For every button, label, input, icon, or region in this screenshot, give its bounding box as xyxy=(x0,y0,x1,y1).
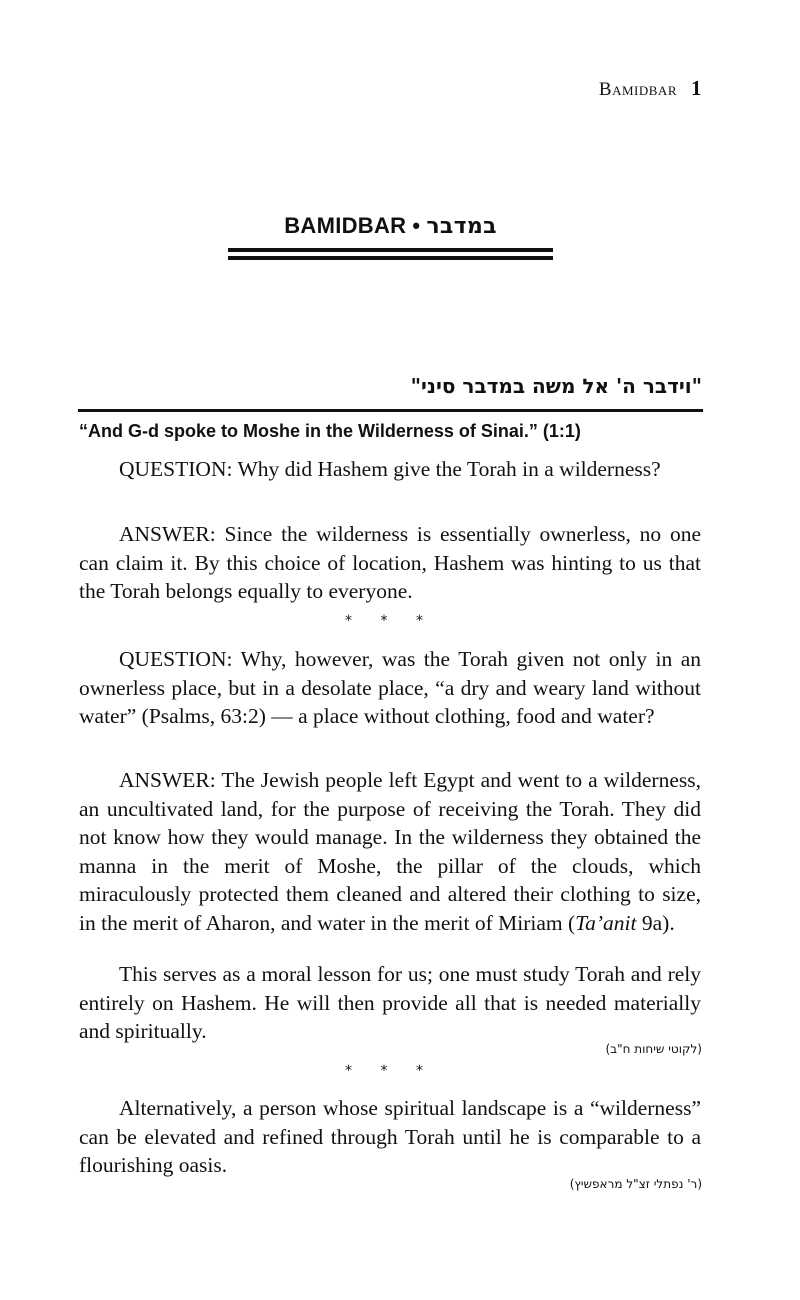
page-number: 1 xyxy=(691,76,702,100)
answer-2-reference-end: 9a). xyxy=(636,910,675,935)
separator-2: * * * xyxy=(345,1063,435,1079)
answer-1-text: ANSWER: Since the wilderness is essentially ownerless, no one can claim it. By this choice of location, Hashem was hinting to us that the Torah belongs equally to everyone. xyxy=(79,522,701,603)
question-2 xyxy=(79,645,701,731)
lesson-text: This serves as a moral lesson for us; one must study Torah and rely entirely on Hashem. He will then provide all that is needed materially and spiritually. xyxy=(79,962,701,1043)
chapter-title-bullet: • xyxy=(412,213,421,238)
separator-1: * * * xyxy=(345,613,435,629)
answer-1 xyxy=(79,520,701,606)
alternative xyxy=(79,1094,701,1180)
answer-2-reference: Ta’anit xyxy=(575,910,637,935)
running-head-title: Bamidbar xyxy=(598,79,677,100)
chapter-title-hebrew: במדבר xyxy=(426,214,497,239)
chapter-rule-bottom xyxy=(228,256,553,260)
question-1-text: QUESTION: Why did Hashem give the Torah in a wilderness? xyxy=(119,457,661,481)
source-note-1: (לקוטי שיחות ח"ב) xyxy=(605,1042,702,1056)
answer-2-paragraph xyxy=(79,766,701,937)
answer-2 xyxy=(79,766,701,937)
source-note-2: (ר' נפתלי זצ"ל מראפשיץ) xyxy=(569,1177,702,1191)
verse-rule xyxy=(78,409,703,412)
question-2-text: QUESTION: Why, however, was the Torah given not only in an ownerless place, but in a desolate place, “a dry and weary land without water” (Psalms, 63:2) — a place without clothing, food and water? xyxy=(79,647,701,728)
chapter-title xyxy=(228,213,553,239)
lesson xyxy=(79,960,701,1046)
alternative-text: Alternatively, a person whose spiritual landscape is a “wilderness” can be elevated and refined through Torah until he is comparable to a flourishing oasis. xyxy=(79,1096,701,1177)
chapter-title-english: BAMIDBAR xyxy=(284,213,407,238)
running-head xyxy=(599,76,702,101)
verse-hebrew: "וידבר ה' אל משה במדבר סיני" xyxy=(410,374,702,398)
chapter-rule-top xyxy=(228,248,553,252)
answer-2-text: ANSWER: The Jewish people left Egypt and went to a wilderness, an uncultivated land, for the purpose of receiving the Torah. They did not know how they would manage. In the wilderness they obtained the manna in the merit of Moshe, the pillar of the clouds, which miraculously protected them cleaned and altered their clothing to size, in the merit of Aharon, and water in the merit of Miriam ( xyxy=(79,768,701,935)
question-1 xyxy=(79,455,701,484)
verse-english: “And G-d spoke to Moshe in the Wilderness of Sinai.” (1:1) xyxy=(79,421,581,441)
